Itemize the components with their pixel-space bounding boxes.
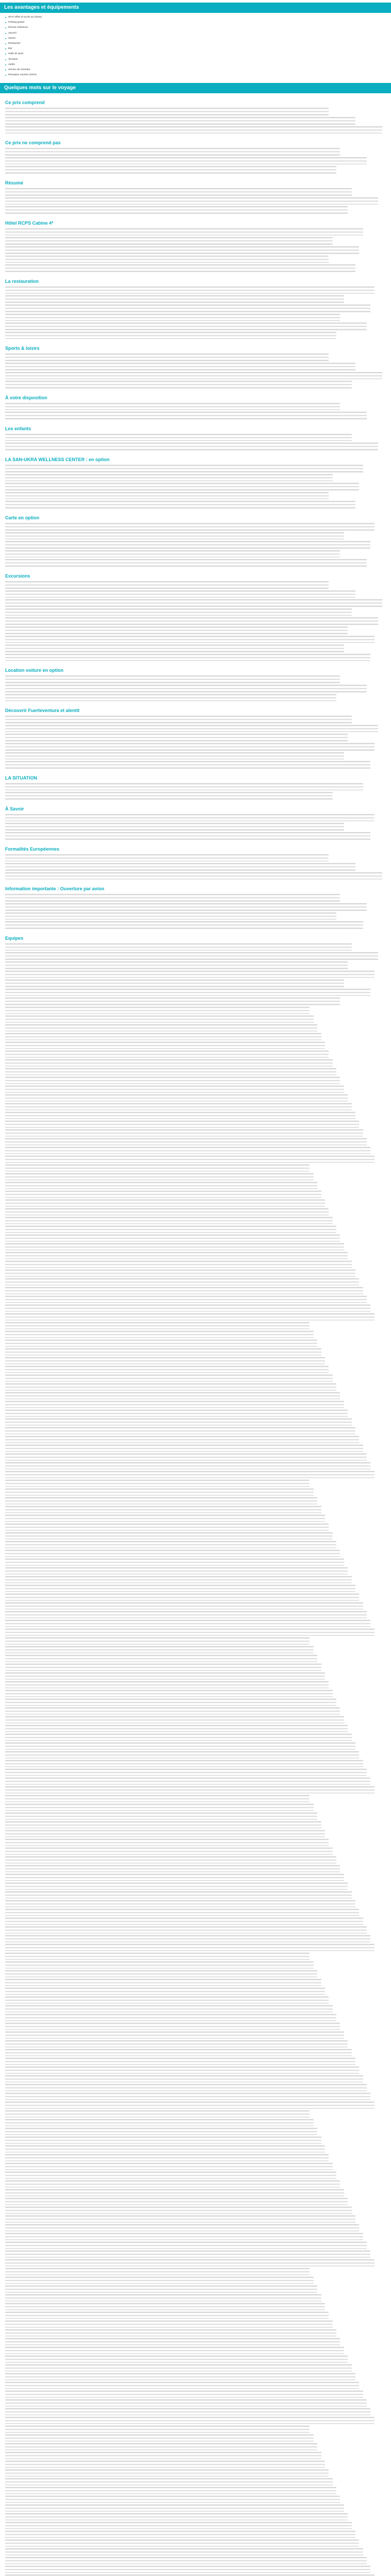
section-paragraph (5, 2189, 344, 2196)
section-paragraph (5, 2417, 374, 2424)
section-paragraph (5, 2355, 348, 2363)
section-paragraph (5, 1777, 370, 1785)
section-paragraph (5, 2014, 336, 2021)
section-paragraph (5, 989, 370, 996)
section-paragraph (5, 1015, 314, 1023)
section-paragraph (5, 2373, 355, 2380)
section-heading: Formalités Européennes (5, 846, 60, 852)
section-paragraph (5, 1629, 374, 1636)
section-paragraph (5, 1121, 359, 1128)
section-paragraph (5, 1164, 309, 1172)
section-paragraph (5, 492, 329, 500)
section-paragraph (5, 117, 355, 125)
section-paragraph (5, 532, 344, 540)
section-paragraph (5, 1567, 348, 1574)
section-paragraph (5, 314, 340, 321)
article-body (0, 99, 391, 2576)
section-paragraph (5, 1182, 317, 1189)
section-paragraph (5, 372, 382, 380)
section-paragraph (5, 1558, 344, 1566)
section-paragraph (5, 1462, 370, 1469)
section-paragraph (5, 1173, 314, 1180)
section-paragraph (5, 716, 352, 723)
section-paragraph (5, 1296, 367, 1303)
section-paragraph (5, 474, 333, 482)
section-heading: Location voiture en option (5, 668, 63, 673)
section-paragraph (5, 2242, 367, 2249)
section-paragraph (5, 1050, 329, 1058)
section-paragraph (5, 1488, 314, 1496)
section-paragraph (5, 1278, 359, 1285)
section-paragraph (5, 2347, 344, 2354)
section-paragraph (5, 1357, 325, 1364)
section-paragraph (5, 1147, 370, 1154)
section-paragraph (5, 997, 340, 1005)
section-paragraph (5, 675, 340, 683)
section-heading: Information importante : Ouverture par avion (5, 886, 105, 892)
section-paragraph (5, 1480, 309, 1487)
section-paragraph (5, 2259, 374, 2266)
section-paragraph (5, 1646, 314, 1653)
section-paragraph (5, 2119, 314, 2126)
section-paragraph (5, 1418, 352, 1426)
section-paragraph (5, 2031, 344, 2039)
section-paragraph (5, 2504, 344, 2512)
section-paragraph (5, 1287, 363, 1294)
section-paragraph (5, 1410, 348, 1417)
section-paragraph (5, 2548, 363, 2555)
section-paragraph (5, 743, 374, 751)
section-paragraph (5, 1453, 367, 1461)
section-paragraph (5, 599, 382, 607)
section-paragraph (5, 2250, 370, 2258)
section-paragraph (5, 1226, 336, 1233)
section-paragraph (5, 1681, 329, 1688)
section-paragraph (5, 2391, 363, 2398)
section-paragraph (5, 2338, 340, 2345)
section-paragraph (5, 2277, 314, 2284)
section-paragraph (5, 1313, 374, 1320)
section-paragraph (5, 381, 352, 388)
section-paragraph (5, 2233, 363, 2240)
section-heading: À votre disposition (5, 395, 47, 400)
section-paragraph (5, 2058, 355, 2065)
section-paragraph (5, 1427, 355, 1434)
section-paragraph (5, 2198, 348, 2205)
section-paragraph (5, 1664, 321, 1671)
section-paragraph (5, 1637, 309, 1645)
section-paragraph (5, 1375, 333, 1382)
section-paragraph (5, 1331, 314, 1338)
section-paragraph (5, 1086, 344, 1093)
amenity-item: Terrasse (5, 57, 391, 62)
section-paragraph (5, 645, 344, 652)
section-heading: À Savoir (5, 806, 24, 811)
section-paragraph (5, 1979, 321, 1986)
section-paragraph (5, 2128, 317, 2135)
section-paragraph (5, 1918, 363, 1925)
section-paragraph (5, 1243, 344, 1250)
section-paragraph (5, 2434, 314, 2442)
section-paragraph (5, 1856, 336, 1863)
section-paragraph (5, 626, 348, 634)
section-paragraph (5, 1996, 329, 2004)
section-paragraph (5, 2426, 309, 2433)
section-paragraph (5, 237, 333, 245)
section-paragraph (5, 2084, 367, 2091)
section-paragraph (5, 814, 374, 822)
section-paragraph (5, 1506, 321, 1513)
section-paragraph (5, 286, 374, 294)
section-paragraph (5, 1672, 325, 1680)
section-paragraph (5, 2487, 336, 2494)
section-paragraph (5, 685, 367, 692)
section-paragraph (5, 863, 355, 871)
amenity-item: Piscine extérieure (5, 25, 391, 30)
section-paragraph (5, 2207, 352, 2214)
section-paragraph (5, 501, 355, 509)
section-paragraph (5, 148, 340, 156)
section-paragraph (5, 1760, 363, 1767)
section-paragraph (5, 2040, 348, 2047)
section-paragraph (5, 1848, 333, 1855)
section-paragraph (5, 1874, 344, 1881)
section-paragraph (5, 1042, 325, 1049)
section-paragraph (5, 2075, 363, 2082)
section-paragraph (5, 752, 344, 760)
amenity-item: Réception ouverte 24h/24 (5, 73, 391, 78)
section-heading: Découvrir Fuerteventura et alentit (5, 708, 80, 714)
section-paragraph (5, 734, 348, 741)
section-paragraph (5, 108, 329, 115)
section-paragraph (5, 2469, 329, 2477)
section-paragraph (5, 1611, 367, 1618)
section-paragraph (5, 1445, 363, 1452)
section-paragraph (5, 2557, 367, 2564)
section-paragraph (5, 1348, 321, 1355)
section-paragraph (5, 1199, 325, 1207)
section-paragraph (5, 823, 344, 831)
section-paragraph (5, 1953, 309, 1960)
section-paragraph (5, 1602, 363, 1609)
section-paragraph (5, 1821, 321, 1828)
section-paragraph (5, 541, 370, 549)
section-paragraph (5, 412, 367, 419)
section-paragraph (5, 206, 348, 214)
section-paragraph (5, 1007, 309, 1014)
section-paragraph (5, 1269, 355, 1277)
section-paragraph (5, 2461, 325, 2468)
section-paragraph (5, 2522, 352, 2529)
section-paragraph (5, 608, 352, 616)
section-heading: Les enfants (5, 426, 31, 431)
section-paragraph (5, 1077, 340, 1084)
section-paragraph (5, 590, 355, 598)
section-paragraph (5, 523, 374, 531)
section-paragraph (5, 2110, 309, 2117)
section-paragraph (5, 465, 363, 472)
practical-header: Quelques mots sur le voyage (0, 83, 391, 93)
section-paragraph (5, 2154, 329, 2161)
section-paragraph (5, 2163, 333, 2170)
section-paragraph (5, 434, 352, 442)
section-paragraph (5, 1322, 309, 1329)
section-paragraph (5, 2382, 359, 2389)
section-paragraph (5, 1935, 370, 1942)
section-paragraph (5, 1138, 367, 1145)
section-paragraph (5, 483, 359, 490)
section-paragraph (5, 1734, 352, 1741)
section-paragraph (5, 1523, 329, 1531)
section-paragraph (5, 256, 329, 263)
amenity-item: Wi-Fi offert et accès au réseau (5, 15, 391, 20)
section-paragraph (5, 1094, 348, 1101)
section-paragraph (5, 1541, 336, 1548)
section-paragraph (5, 725, 378, 733)
section-paragraph (5, 2329, 336, 2336)
section-paragraph (5, 1909, 359, 1916)
section-paragraph (5, 1830, 325, 1837)
section-heading: Hôtel RCPS Cabine 4* (5, 220, 54, 226)
section-paragraph (5, 1191, 321, 1198)
section-paragraph (5, 654, 370, 662)
section-paragraph (5, 1059, 333, 1066)
section-paragraph (5, 1585, 355, 1592)
section-paragraph (5, 1769, 367, 1776)
section-paragraph (5, 1742, 355, 1750)
section-paragraph (5, 1401, 344, 1408)
section-paragraph (5, 1392, 340, 1399)
section-paragraph (5, 2180, 340, 2188)
section-paragraph (5, 443, 378, 450)
section-paragraph (5, 2005, 333, 2012)
section-paragraph (5, 1699, 336, 1706)
section-paragraph (5, 2496, 340, 2503)
section-paragraph (5, 2513, 348, 2520)
section-paragraph (5, 872, 382, 880)
section-paragraph (5, 1234, 340, 1242)
section-paragraph (5, 1033, 321, 1040)
section-paragraph (5, 979, 344, 987)
section-paragraph (5, 1471, 374, 1478)
section-paragraph (5, 2285, 317, 2293)
section-paragraph (5, 1366, 329, 1373)
section-paragraph (5, 1655, 317, 1662)
section-paragraph (5, 1383, 336, 1391)
amenity-item: Parking gratuit (5, 20, 391, 25)
section-paragraph (5, 617, 378, 625)
section-paragraph (5, 2320, 333, 2328)
section-paragraph (5, 581, 329, 589)
section-paragraph (5, 903, 367, 911)
section-paragraph (5, 1436, 359, 1443)
section-paragraph (5, 1156, 374, 1163)
section-paragraph (5, 1786, 374, 1793)
section-paragraph (5, 2566, 370, 2573)
section-paragraph (5, 126, 382, 134)
section-paragraph (5, 1970, 317, 1977)
section-paragraph (5, 264, 355, 272)
section-paragraph (5, 761, 370, 769)
section-paragraph (5, 2224, 359, 2231)
section-paragraph (5, 1812, 317, 1820)
section-paragraph (5, 921, 363, 929)
section-paragraph (5, 694, 336, 702)
section-paragraph (5, 559, 367, 567)
section-paragraph (5, 2215, 355, 2223)
section-paragraph (5, 1024, 317, 1031)
section-paragraph (5, 1068, 336, 1075)
amenity-item: Jardin (5, 62, 391, 67)
section-paragraph (5, 1208, 329, 1215)
section-paragraph (5, 166, 336, 174)
section-heading: Carte en option (5, 515, 40, 521)
section-paragraph (5, 792, 333, 800)
section-paragraph (5, 912, 336, 920)
section-paragraph (5, 894, 340, 902)
section-paragraph (5, 2023, 340, 2030)
section-paragraph (5, 1865, 340, 1872)
section-paragraph (5, 1252, 348, 1259)
section-paragraph (5, 2312, 329, 2319)
section-paragraph (5, 1217, 333, 1224)
section-paragraph (5, 1550, 340, 1557)
section-paragraph (5, 1532, 333, 1539)
section-paragraph (5, 188, 352, 196)
section-paragraph (5, 1751, 359, 1758)
section-paragraph (5, 854, 329, 862)
section-paragraph (5, 783, 363, 791)
section-paragraph (5, 1891, 352, 1899)
section-paragraph (5, 363, 355, 370)
section-paragraph (5, 353, 329, 361)
section-paragraph (5, 2294, 321, 2301)
section-heading: Ce prix comprend (5, 100, 45, 106)
section-paragraph (5, 1988, 325, 1995)
section-paragraph (5, 332, 336, 340)
section-paragraph (5, 2408, 370, 2415)
section-paragraph (5, 1900, 355, 1907)
section-paragraph (5, 2268, 309, 2275)
section-paragraph (5, 295, 344, 303)
section-paragraph (5, 832, 370, 840)
section-paragraph (5, 952, 378, 960)
section-paragraph (5, 943, 352, 951)
section-paragraph (5, 1690, 333, 1697)
section-paragraph (5, 2303, 325, 2310)
section-heading: Sports & loisirs (5, 346, 40, 351)
section-paragraph (5, 1620, 370, 1627)
section-paragraph (5, 323, 367, 330)
section-paragraph (5, 1112, 355, 1119)
section-heading: Résumé (5, 180, 24, 185)
section-paragraph (5, 1515, 325, 1522)
section-heading: La restauration (5, 278, 39, 284)
section-paragraph (5, 961, 348, 969)
section-paragraph (5, 2399, 367, 2406)
section-paragraph (5, 1926, 367, 1934)
amenity-item: Sauna (5, 36, 391, 41)
section-paragraph (5, 2066, 359, 2074)
section-paragraph (5, 2443, 317, 2450)
amenity-item: Service de chambre (5, 67, 391, 73)
section-heading: Excursions (5, 573, 30, 579)
section-paragraph (5, 1497, 317, 1504)
section-paragraph (5, 304, 370, 312)
section-paragraph (5, 2137, 321, 2144)
section-heading: Equipes (5, 935, 24, 941)
section-paragraph (5, 1340, 317, 1347)
amenities-header: Les avantages et équipements (0, 3, 391, 13)
section-paragraph (5, 1129, 363, 1137)
section-paragraph (5, 550, 340, 558)
section-paragraph (5, 971, 374, 978)
section-paragraph (5, 1576, 352, 1583)
section-paragraph (5, 2102, 374, 2109)
section-paragraph (5, 1795, 309, 1802)
amenity-item: Bar (5, 46, 391, 52)
section-paragraph (5, 246, 359, 254)
section-paragraph (5, 636, 374, 643)
section-paragraph (5, 1961, 314, 1969)
section-paragraph (5, 1944, 374, 1951)
section-paragraph (5, 1103, 352, 1110)
section-paragraph (5, 1304, 370, 1312)
section-paragraph (5, 2093, 370, 2100)
section-paragraph (5, 1716, 344, 1723)
section-paragraph (5, 2049, 352, 2056)
section-paragraph (5, 1594, 359, 1601)
section-heading: Ce prix ne comprend pas (5, 140, 61, 146)
section-paragraph (5, 2172, 336, 2179)
section-paragraph (5, 1261, 352, 1268)
section-paragraph (5, 1707, 340, 1715)
section-paragraph (5, 2452, 321, 2459)
section-paragraph (5, 1883, 348, 1890)
section-heading: LA SAN-UKRA WELLNESS CENTER : en option (5, 457, 110, 463)
section-paragraph (5, 2531, 355, 2538)
section-paragraph (5, 1725, 348, 1732)
amenities-list (0, 15, 391, 78)
section-paragraph (5, 1804, 314, 1811)
section-paragraph (5, 2145, 325, 2153)
section-paragraph (5, 403, 340, 411)
section-paragraph (5, 2539, 359, 2547)
amenity-item: Jacuzzi (5, 31, 391, 36)
amenity-item: Salle de sport (5, 52, 391, 57)
section-paragraph (5, 1839, 329, 1846)
section-paragraph (5, 228, 363, 236)
section-paragraph (5, 2478, 333, 2485)
section-paragraph (5, 197, 378, 205)
section-heading: LA SITUATION (5, 775, 37, 781)
section-paragraph (5, 157, 367, 165)
amenity-item: Restaurant (5, 41, 391, 46)
section-paragraph (5, 2364, 352, 2371)
